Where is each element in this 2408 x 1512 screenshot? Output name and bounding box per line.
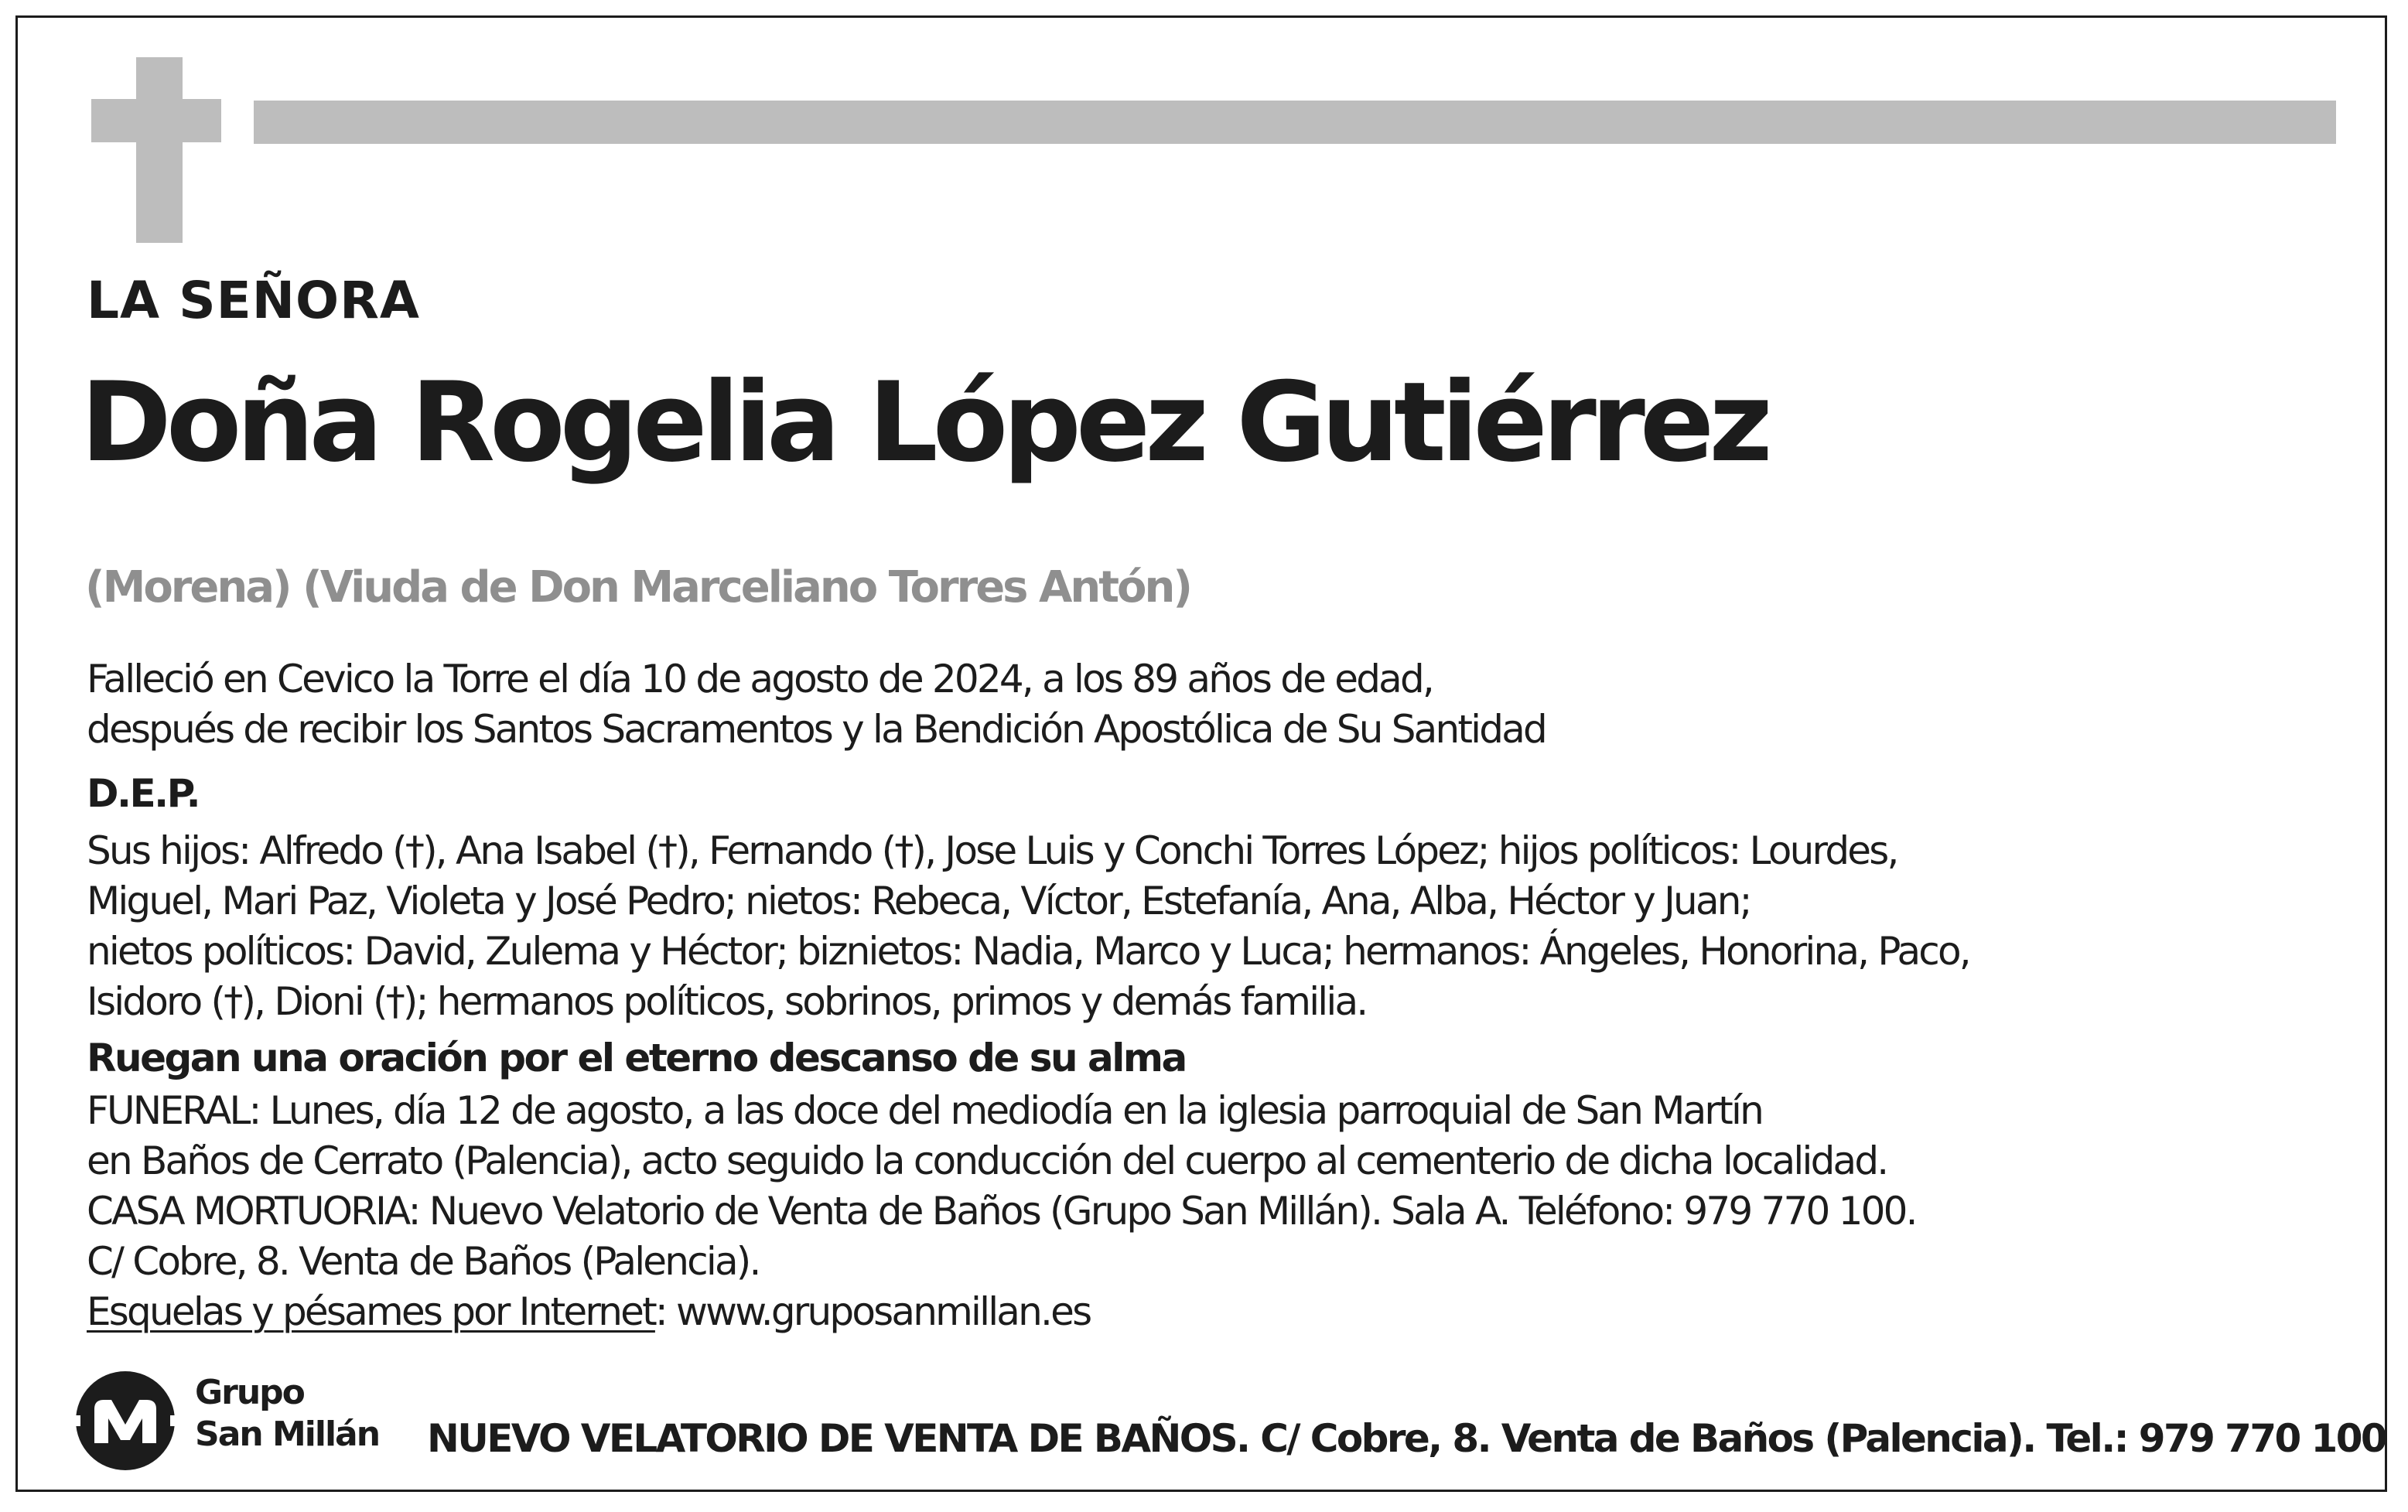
footer-address: NUEVO VELATORIO DE VENTA DE BAÑOS. C/ Cobre, 8. Venta de Baños (Palencia). Tel.: 979 770 100 <box>427 1416 2386 1461</box>
family-text <box>87 826 2330 1027</box>
family-line: Sus hijos: Alfredo (†), Ana Isabel (†), Fernando (†), Jose Luis y Conchi Torres López; hijos políticos: Lourdes, <box>87 828 1897 873</box>
san-millan-logo-icon <box>73 1369 178 1473</box>
death-notice-text <box>87 654 2330 755</box>
details-line: CASA MORTUORIA: Nuevo Velatorio de Venta de Baños (Grupo San Millán). Sala A. Teléfono: 979 770 100. <box>87 1189 1916 1234</box>
website-link[interactable]: www.gruposanmillan.es <box>676 1289 1091 1334</box>
header-bar <box>254 101 2336 144</box>
prayer-line: Ruegan una oración por el eterno descanso de su alma <box>87 1036 1186 1080</box>
title-prefix: LA SEÑORA <box>87 271 420 330</box>
cross-icon-vertical <box>136 57 183 243</box>
cross-icon-horizontal <box>91 99 221 142</box>
funeral-details <box>87 1086 2330 1337</box>
logo-text-line: San Millán <box>195 1415 380 1454</box>
logo-text <box>195 1372 379 1456</box>
internet-label: Esquelas y pésames por Internet <box>87 1289 655 1334</box>
details-line: en Baños de Cerrato (Palencia), acto seguido la conducción del cuerpo al cementerio de dicha localidad. <box>87 1138 1887 1183</box>
dep-label: D.E.P. <box>87 771 200 816</box>
logo-text-line: Grupo <box>195 1373 304 1412</box>
family-line: nietos políticos: David, Zulema y Héctor; biznietos: Nadia, Marco y Luca; hermanos: Ángeles, Honorina, Paco, <box>87 929 1969 974</box>
family-line: Isidoro (†), Dioni (†); hermanos políticos, sobrinos, primos y demás familia. <box>87 979 1367 1024</box>
deceased-name: Doña Rogelia López Gutiérrez <box>80 359 1768 486</box>
details-line: FUNERAL: Lunes, día 12 de agosto, a las doce del mediodía en la iglesia parroquial de San Martín <box>87 1088 1762 1133</box>
death-notice-line: después de recibir los Santos Sacramentos y la Bendición Apostólica de Su Santidad <box>87 707 1546 752</box>
internet-separator: : <box>654 1289 677 1334</box>
death-notice-line: Falleció en Cevico la Torre el día 10 de agosto de 2024, a los 89 años de edad, <box>87 657 1433 701</box>
details-line: C/ Cobre, 8. Venta de Baños (Palencia). <box>87 1239 760 1284</box>
internet-line <box>87 1287 2330 1337</box>
deceased-subtitle: (Morena) (Viuda de Don Marceliano Torres Antón) <box>85 562 1190 613</box>
family-line: Miguel, Mari Paz, Violeta y José Pedro; nietos: Rebeca, Víctor, Estefanía, Ana, Alba, Héctor y Juan; <box>87 879 1750 923</box>
